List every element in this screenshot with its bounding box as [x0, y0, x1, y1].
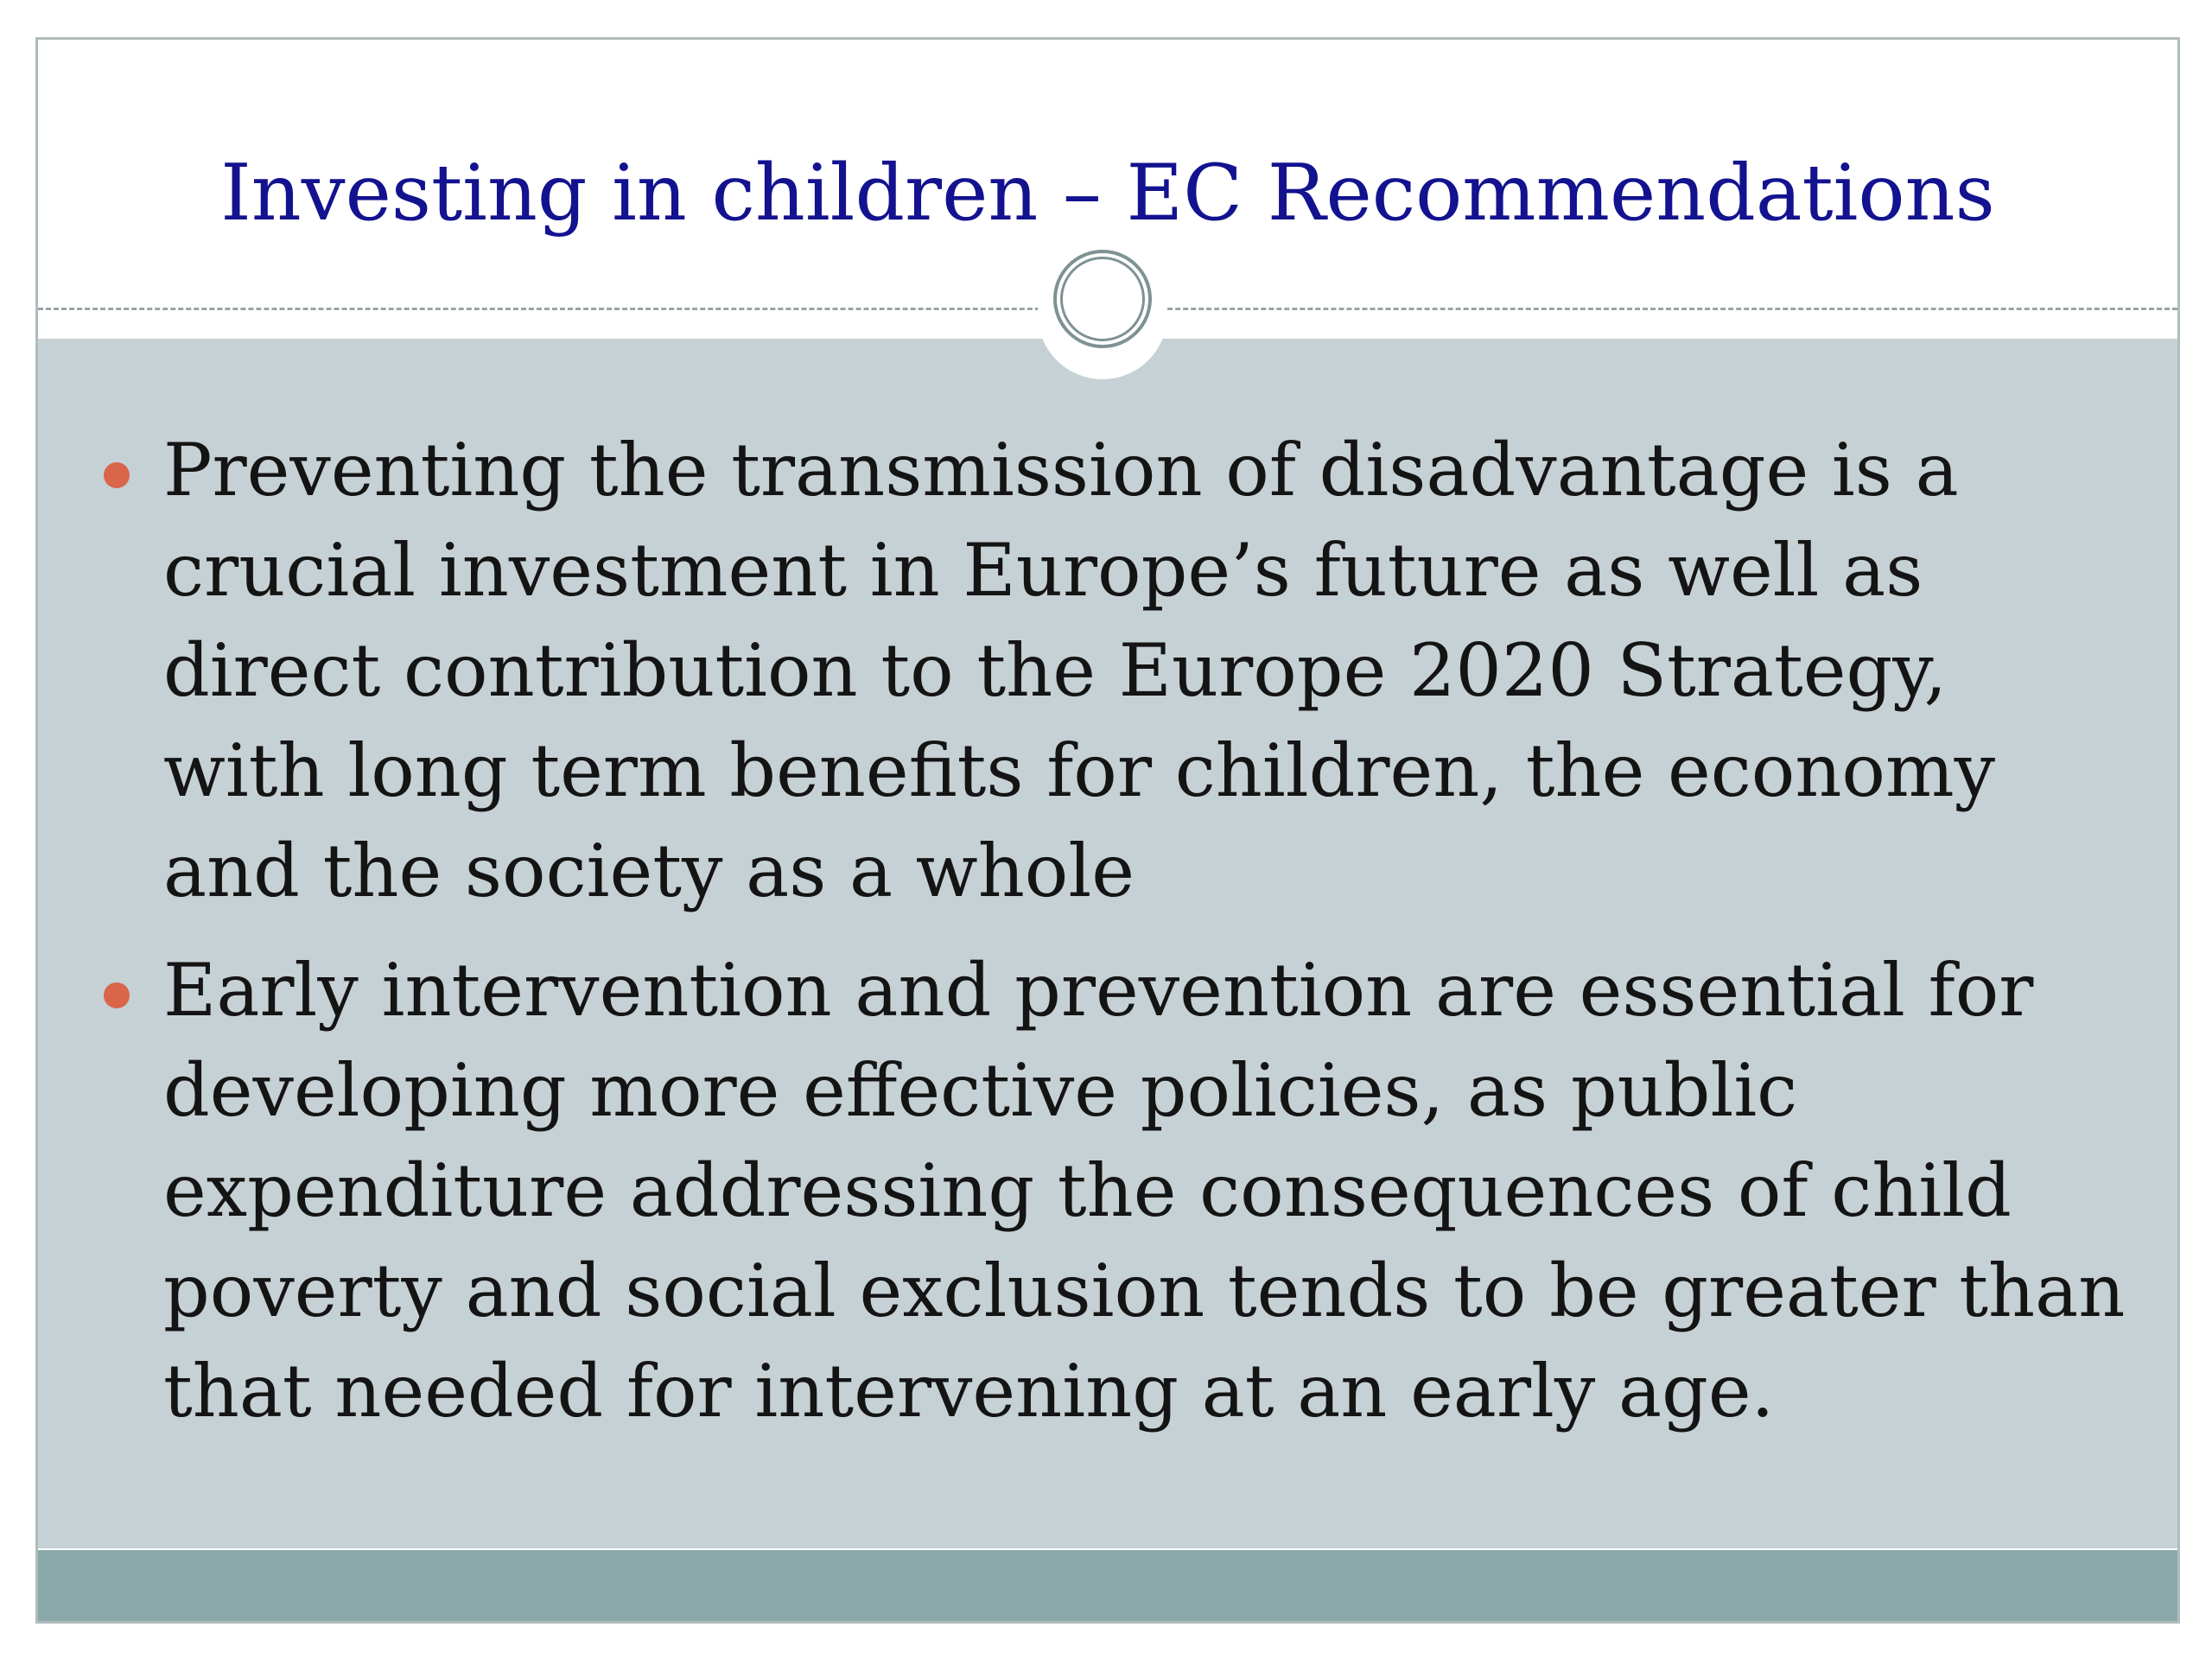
bullet-2-line-2: developing more effective policies, as public — [163, 1048, 1798, 1133]
slide-title: Investing in children – EC Recommendations — [220, 148, 1995, 238]
bullet-2-line-1: Early intervention and prevention are essential for — [163, 948, 2034, 1033]
bullet-1-line-1: Preventing the transmission of disadvantage is a — [163, 428, 1959, 512]
bullet-2-line-4: poverty and social exclusion tends to be greater than — [163, 1249, 2126, 1333]
bullet-item-2 — [163, 940, 2133, 1441]
bullet-1-line-2: crucial investment in Europe’s future as well as — [163, 528, 1923, 613]
footer-band — [38, 1550, 2177, 1624]
ornament-inner-ring-icon — [1060, 257, 1145, 341]
bullet-1-line-4: with long term benefits for children, the economy — [163, 728, 1996, 813]
bullet-1-line-3: direct contribution to the Europe 2020 Strategy, — [163, 628, 1948, 713]
bullet-item-1 — [163, 420, 2133, 921]
bullet-2-line-5: that needed for intervening at an early age. — [163, 1349, 1775, 1433]
bullet-1-line-5: and the society as a whole — [163, 829, 1135, 913]
slide — [35, 37, 2180, 1624]
bullet-dot-icon — [104, 462, 130, 488]
bullet-dot-icon — [104, 982, 130, 1008]
bullet-2-line-3: expenditure addressing the consequences of child — [163, 1148, 2012, 1233]
